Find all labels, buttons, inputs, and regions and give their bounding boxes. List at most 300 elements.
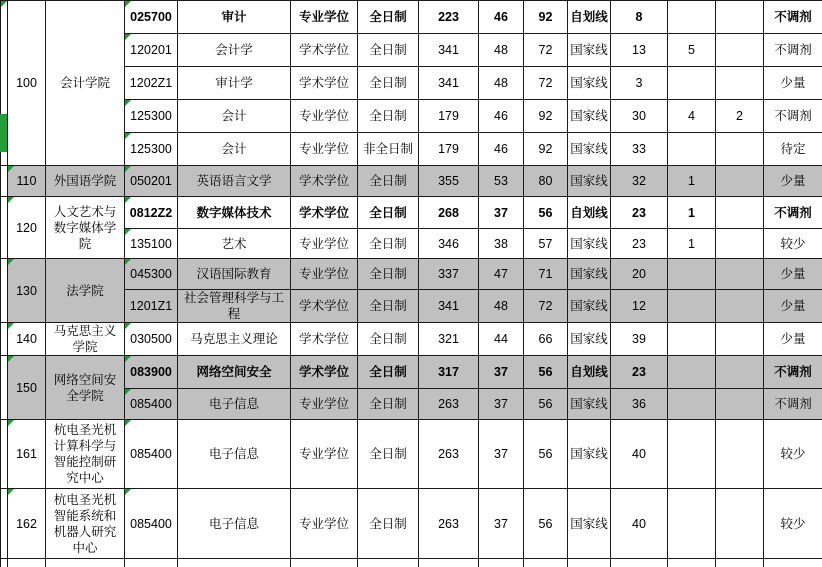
- row-gutter-cell[interactable]: [1, 259, 8, 323]
- cell-line-type-text: 自划线: [570, 206, 608, 220]
- cell-college-name[interactable]: [46, 259, 125, 323]
- cell-total-score-text: 346: [438, 237, 459, 251]
- cell-count-1-text: 13: [632, 43, 646, 57]
- row-gutter-cell[interactable]: [1, 356, 8, 420]
- cell-double-line[interactable]: [524, 34, 568, 67]
- cell-major-name-text: 马克思主义理论: [190, 332, 278, 346]
- cell-count-1[interactable]: [611, 290, 668, 323]
- cell-college-name[interactable]: [46, 166, 125, 197]
- corner-flag-icon: [125, 229, 131, 235]
- cell-adjust-status[interactable]: [764, 133, 822, 166]
- cell-study-mode[interactable]: [358, 166, 419, 197]
- cell-count-1[interactable]: [611, 259, 668, 290]
- cell-adjust-status[interactable]: [764, 420, 822, 489]
- cell-total-score[interactable]: [419, 229, 479, 259]
- cell-count-1[interactable]: [611, 420, 668, 489]
- cell-study-mode[interactable]: [358, 259, 419, 290]
- cell-study-mode-text: 全日制: [369, 109, 407, 123]
- cell-study-mode-text: 全日制: [369, 43, 407, 57]
- cell-line-type[interactable]: [568, 133, 611, 166]
- cell-count-1[interactable]: [611, 100, 668, 133]
- cell-count-3[interactable]: [716, 229, 764, 259]
- cell-line-type[interactable]: [568, 420, 611, 489]
- cell-count-2[interactable]: [668, 100, 716, 133]
- cell-count-3[interactable]: [716, 259, 764, 290]
- cell-college-name-text: 会计学院: [60, 76, 110, 90]
- table-row: [1, 1, 822, 34]
- cell-major-name-text: 汉语国际教育: [196, 267, 271, 281]
- cell-major-code[interactable]: [125, 356, 178, 389]
- cell-line-type[interactable]: [568, 166, 611, 197]
- corner-flag-icon: [125, 356, 131, 362]
- cell-count-1[interactable]: [611, 1, 668, 34]
- cell-count-2[interactable]: [668, 67, 716, 100]
- cell-double-line-text: 71: [539, 267, 553, 281]
- cell-line-type-text: 国家线: [570, 517, 608, 531]
- cell-count-3[interactable]: [716, 323, 764, 356]
- cell-major-code[interactable]: [125, 197, 178, 229]
- cell-double-line-text: 80: [539, 174, 553, 188]
- cell-study-mode[interactable]: [358, 100, 419, 133]
- cell-major-code-text: 030500: [130, 332, 172, 346]
- cell-major-code[interactable]: [125, 420, 178, 489]
- cell-major-name[interactable]: [178, 229, 291, 259]
- cell-count-3[interactable]: [716, 290, 764, 323]
- cell-count-3[interactable]: [716, 489, 764, 559]
- cell-count-2[interactable]: [668, 323, 716, 356]
- cell-count-2[interactable]: [668, 197, 716, 229]
- cell-major-code[interactable]: [125, 100, 178, 133]
- cell-study-mode[interactable]: [358, 1, 419, 34]
- cell-college-code[interactable]: [8, 197, 46, 259]
- cell-college-code-text: 161: [16, 447, 37, 461]
- cell-double-line[interactable]: [524, 133, 568, 166]
- cell-line-type[interactable]: [568, 229, 611, 259]
- cell-line-type[interactable]: [568, 323, 611, 356]
- cell-count-1-text: 36: [632, 397, 646, 411]
- cell-adjust-status[interactable]: [764, 197, 822, 229]
- cell-college-code[interactable]: [8, 166, 46, 197]
- cell-study-mode[interactable]: [358, 356, 419, 389]
- cell-major-code[interactable]: [125, 290, 178, 323]
- cell-total-score[interactable]: [419, 34, 479, 67]
- corner-flag-icon: [125, 166, 131, 172]
- cell-line-type[interactable]: [568, 197, 611, 229]
- cell-adjust-status[interactable]: [764, 34, 822, 67]
- cell-count-1[interactable]: [611, 389, 668, 420]
- cell-major-name[interactable]: [178, 290, 291, 323]
- cell-count-2-text: 1: [688, 174, 695, 188]
- cell-major-code[interactable]: [125, 67, 178, 100]
- cell-college-name[interactable]: [46, 1, 125, 166]
- cell-single-line[interactable]: [479, 133, 524, 166]
- cell-count-3[interactable]: [716, 356, 764, 389]
- cell-count-3[interactable]: [716, 197, 764, 229]
- cell-degree-type[interactable]: [291, 100, 358, 133]
- table-row: [1, 259, 822, 290]
- cell-line-type[interactable]: [568, 489, 611, 559]
- cell-count-1-text: 30: [632, 109, 646, 123]
- cell-count-2[interactable]: [668, 259, 716, 290]
- cell-count-2[interactable]: [668, 133, 716, 166]
- cell-major-code[interactable]: [125, 229, 178, 259]
- cell-count-2[interactable]: [668, 1, 716, 34]
- cell-count-1-text: 23: [632, 365, 646, 379]
- corner-flag-icon: [125, 389, 131, 395]
- row-gutter-cell[interactable]: [1, 420, 8, 489]
- cell-major-code[interactable]: [125, 323, 178, 356]
- cell-double-line[interactable]: [524, 229, 568, 259]
- cell-count-3[interactable]: [716, 1, 764, 34]
- cell-count-2[interactable]: [668, 389, 716, 420]
- cell-major-code[interactable]: [125, 489, 178, 559]
- cell-total-score[interactable]: [419, 133, 479, 166]
- cell-adjust-status-text: 少量: [780, 174, 805, 188]
- table-row: [1, 229, 822, 259]
- cell-double-line[interactable]: [524, 489, 568, 559]
- cell-study-mode[interactable]: [358, 229, 419, 259]
- cell-line-type[interactable]: [568, 389, 611, 420]
- cell-count-2[interactable]: [668, 420, 716, 489]
- cell-single-line-text: 46: [494, 109, 508, 123]
- cell-total-score[interactable]: [419, 290, 479, 323]
- cell-count-3[interactable]: [716, 166, 764, 197]
- cell-college-name-text: 杭电圣光机智能系统和机器人研究中心: [54, 493, 117, 555]
- cell-major-name-text: 电子信息: [209, 397, 259, 411]
- cell-major-code[interactable]: [125, 34, 178, 67]
- cell-study-mode-text: 全日制: [369, 174, 407, 188]
- cell-major-code-text: 1201Z1: [130, 299, 172, 313]
- cell-major-name[interactable]: [178, 133, 291, 166]
- corner-flag-icon: [125, 100, 131, 106]
- cell-count-1[interactable]: [611, 67, 668, 100]
- corner-flag-icon: [8, 166, 14, 172]
- cell-major-code-text: 125300: [130, 109, 172, 123]
- cell-count-3[interactable]: [716, 420, 764, 489]
- cell-adjust-status[interactable]: [764, 1, 822, 34]
- cell-single-line[interactable]: [479, 197, 524, 229]
- cell-study-mode-text: 全日制: [369, 517, 407, 531]
- cell-college-code-text: 120: [16, 221, 37, 235]
- cell-major-name-text: 会计: [221, 109, 246, 123]
- cell-single-line-text: 48: [494, 299, 508, 313]
- selection-bar: [0, 114, 7, 152]
- cell-single-line[interactable]: [479, 229, 524, 259]
- cell-study-mode[interactable]: [358, 290, 419, 323]
- cell-count-2[interactable]: [668, 356, 716, 389]
- cell-adjust-status[interactable]: [764, 166, 822, 197]
- cell-study-mode[interactable]: [358, 489, 419, 559]
- cell-study-mode[interactable]: [358, 133, 419, 166]
- cell-major-code[interactable]: [125, 1, 178, 34]
- cell-count-3[interactable]: [716, 389, 764, 420]
- cell-count-2-text: 4: [688, 109, 695, 123]
- table-row: [1, 100, 822, 133]
- cell-degree-type[interactable]: [291, 1, 358, 34]
- cell-study-mode[interactable]: [358, 197, 419, 229]
- cell-single-line-text: 48: [494, 76, 508, 90]
- cell-total-score[interactable]: [419, 166, 479, 197]
- cell-total-score[interactable]: [419, 67, 479, 100]
- cell-count-2[interactable]: [668, 166, 716, 197]
- cell-line-type[interactable]: [568, 290, 611, 323]
- cell-single-line-text: 38: [494, 237, 508, 251]
- cell-degree-type-text: 学术学位: [299, 76, 349, 90]
- cell-total-score[interactable]: [419, 420, 479, 489]
- cell-degree-type-text: 专业学位: [299, 237, 349, 251]
- cell-college-code[interactable]: [8, 1, 46, 166]
- cell-college-name-text: 马克思主义学院: [54, 324, 117, 354]
- cell-double-line[interactable]: [524, 1, 568, 34]
- cell-college-name[interactable]: [46, 356, 125, 420]
- cell-adjust-status[interactable]: [764, 323, 822, 356]
- corner-flag-icon: [125, 259, 131, 265]
- cell-major-code-text: 050201: [130, 174, 172, 188]
- row-gutter-cell[interactable]: [1, 323, 8, 356]
- cell-degree-type[interactable]: [291, 67, 358, 100]
- row-gutter-cell[interactable]: [1, 489, 8, 559]
- cell-degree-type[interactable]: [291, 166, 358, 197]
- cell-adjust-status[interactable]: [764, 389, 822, 420]
- cell-adjust-status[interactable]: [764, 489, 822, 559]
- cell-major-code[interactable]: [125, 166, 178, 197]
- cell-double-line[interactable]: [524, 100, 568, 133]
- cell-total-score[interactable]: [419, 259, 479, 290]
- cell-adjust-status[interactable]: [764, 100, 822, 133]
- cell-adjust-status-text: 少量: [780, 332, 805, 346]
- cell-double-line[interactable]: [524, 259, 568, 290]
- cell-major-code[interactable]: [125, 389, 178, 420]
- cell-adjust-status[interactable]: [764, 229, 822, 259]
- cell-degree-type-text: 专业学位: [299, 397, 349, 411]
- cell-single-line[interactable]: [479, 290, 524, 323]
- cell-major-name[interactable]: [178, 489, 291, 559]
- cell-degree-type-text: 学术学位: [299, 206, 349, 220]
- cell-line-type[interactable]: [568, 1, 611, 34]
- cell-study-mode[interactable]: [358, 323, 419, 356]
- cell-study-mode-text: 全日制: [369, 267, 407, 281]
- cell-major-code[interactable]: [125, 133, 178, 166]
- cell-double-line-text: 56: [539, 365, 553, 379]
- corner-flag-icon: [125, 489, 131, 495]
- cell-total-score[interactable]: [419, 100, 479, 133]
- cell-count-3[interactable]: [716, 67, 764, 100]
- cell-degree-type[interactable]: [291, 290, 358, 323]
- cell-line-type[interactable]: [568, 34, 611, 67]
- cell-double-line[interactable]: [524, 356, 568, 389]
- cell-double-line[interactable]: [524, 389, 568, 420]
- cell-total-score[interactable]: [419, 389, 479, 420]
- cell-line-type[interactable]: [568, 100, 611, 133]
- cell-degree-type[interactable]: [291, 133, 358, 166]
- cell-single-line-text: 48: [494, 43, 508, 57]
- cell-degree-type-text: 专业学位: [299, 10, 349, 24]
- cell-total-score[interactable]: [419, 489, 479, 559]
- table-row: [1, 420, 822, 489]
- cell-single-line[interactable]: [479, 420, 524, 489]
- cell-single-line[interactable]: [479, 389, 524, 420]
- cell-adjust-status[interactable]: [764, 290, 822, 323]
- cell-study-mode[interactable]: [358, 67, 419, 100]
- cell-count-2[interactable]: [668, 229, 716, 259]
- cell-total-score-text: 317: [438, 365, 459, 379]
- cell-double-line[interactable]: [524, 67, 568, 100]
- cell-major-name[interactable]: [178, 100, 291, 133]
- cell-college-code[interactable]: [8, 259, 46, 323]
- cell-line-type-text: 国家线: [570, 174, 608, 188]
- cell-count-1[interactable]: [611, 133, 668, 166]
- cell-major-name[interactable]: [178, 356, 291, 389]
- cell-total-score[interactable]: [419, 197, 479, 229]
- cell-study-mode[interactable]: [358, 389, 419, 420]
- cell-major-name[interactable]: [178, 323, 291, 356]
- cell-degree-type[interactable]: [291, 489, 358, 559]
- cell-count-1[interactable]: [611, 197, 668, 229]
- cell-count-2[interactable]: [668, 34, 716, 67]
- cell-college-code-text: 100: [16, 76, 37, 90]
- cell-degree-type[interactable]: [291, 34, 358, 67]
- cell-single-line-text: 37: [494, 517, 508, 531]
- cell-major-code[interactable]: [125, 259, 178, 290]
- cell-major-name-text: 审计: [221, 10, 246, 24]
- cell-single-line[interactable]: [479, 489, 524, 559]
- cell-degree-type-text: 学术学位: [299, 174, 349, 188]
- cell-college-code[interactable]: [8, 420, 46, 489]
- cell-adjust-status[interactable]: [764, 67, 822, 100]
- cell-degree-type[interactable]: [291, 229, 358, 259]
- cell-study-mode-text: 全日制: [369, 397, 407, 411]
- cell-adjust-status-text: 不调剂: [774, 206, 812, 220]
- cell-double-line[interactable]: [524, 290, 568, 323]
- cell-single-line[interactable]: [479, 67, 524, 100]
- cell-single-line[interactable]: [479, 100, 524, 133]
- cell-degree-type-text: 专业学位: [299, 267, 349, 281]
- cell-line-type-text: 国家线: [570, 397, 608, 411]
- table-row: [1, 323, 822, 356]
- cell-major-name[interactable]: [178, 389, 291, 420]
- cell-line-type-text: 国家线: [570, 142, 608, 156]
- cell-count-3[interactable]: [716, 34, 764, 67]
- cell-total-score[interactable]: [419, 356, 479, 389]
- cell-college-name[interactable]: [46, 420, 125, 489]
- cell-degree-type[interactable]: [291, 197, 358, 229]
- cell-total-score[interactable]: [419, 323, 479, 356]
- cell-double-line-text: 92: [539, 109, 553, 123]
- cell-double-line[interactable]: [524, 323, 568, 356]
- cell-major-name[interactable]: [178, 34, 291, 67]
- corner-flag-icon: [125, 133, 131, 139]
- cell-double-line[interactable]: [524, 166, 568, 197]
- cell-major-name[interactable]: [178, 166, 291, 197]
- corner-flag-icon: [8, 356, 14, 362]
- cell-double-line-text: 56: [539, 397, 553, 411]
- corner-flag-icon: [8, 323, 14, 329]
- cell-study-mode[interactable]: [358, 34, 419, 67]
- cell-degree-type-text: 专业学位: [299, 142, 349, 156]
- cell-count-1[interactable]: [611, 34, 668, 67]
- cell-adjust-status[interactable]: [764, 356, 822, 389]
- cell-degree-type[interactable]: [291, 356, 358, 389]
- cell-study-mode-text: 全日制: [369, 206, 407, 220]
- cell-line-type[interactable]: [568, 356, 611, 389]
- cell-count-1-text: 40: [632, 517, 646, 531]
- corner-flag-icon: [125, 34, 131, 40]
- cell-double-line-text: 56: [539, 206, 553, 220]
- cell-college-name[interactable]: [46, 489, 125, 559]
- cell-college-code[interactable]: [8, 489, 46, 559]
- cell-single-line[interactable]: [479, 1, 524, 34]
- cell-degree-type[interactable]: [291, 323, 358, 356]
- cell-college-name[interactable]: [46, 323, 125, 356]
- cell-study-mode-text: 全日制: [369, 299, 407, 313]
- cell-total-score[interactable]: [419, 1, 479, 34]
- cell-degree-type[interactable]: [291, 389, 358, 420]
- cell-degree-type[interactable]: [291, 420, 358, 489]
- cell-major-name[interactable]: [178, 67, 291, 100]
- cell-single-line[interactable]: [479, 34, 524, 67]
- cell-count-2[interactable]: [668, 290, 716, 323]
- cell-degree-type[interactable]: [291, 259, 358, 290]
- cell-double-line-text: 72: [539, 299, 553, 313]
- cell-count-1[interactable]: [611, 356, 668, 389]
- cell-adjust-status-text: 较少: [780, 237, 805, 251]
- cell-count-1[interactable]: [611, 229, 668, 259]
- cell-count-2[interactable]: [668, 489, 716, 559]
- cell-major-name-text: 会计学: [215, 43, 253, 57]
- cell-major-name[interactable]: [178, 197, 291, 229]
- cell-study-mode-text: 全日制: [369, 10, 407, 24]
- cell-major-name-text: 审计学: [215, 76, 253, 90]
- row-gutter-cell[interactable]: [1, 197, 8, 259]
- cell-line-type[interactable]: [568, 259, 611, 290]
- cell-double-line[interactable]: [524, 420, 568, 489]
- cell-single-line-text: 37: [494, 397, 508, 411]
- cell-count-1[interactable]: [611, 489, 668, 559]
- cell-count-1[interactable]: [611, 166, 668, 197]
- cell-major-code-text: 120201: [130, 43, 172, 57]
- cell-college-code[interactable]: [8, 356, 46, 420]
- cell-major-name[interactable]: [178, 259, 291, 290]
- cell-adjust-status-text: 不调剂: [774, 397, 812, 411]
- corner-flag-icon: [125, 1, 131, 7]
- table-row: [1, 133, 822, 166]
- cell-total-score-text: 179: [438, 142, 459, 156]
- corner-flag-icon: [8, 420, 14, 426]
- cell-study-mode[interactable]: [358, 420, 419, 489]
- cell-college-name[interactable]: [46, 197, 125, 259]
- cell-single-line-text: 44: [494, 332, 508, 346]
- cell-count-3[interactable]: [716, 100, 764, 133]
- cell-single-line[interactable]: [479, 356, 524, 389]
- cell-college-code[interactable]: [8, 323, 46, 356]
- cell-adjust-status[interactable]: [764, 259, 822, 290]
- cell-major-name[interactable]: [178, 420, 291, 489]
- cell-study-mode-text: 全日制: [369, 447, 407, 461]
- cell-major-name[interactable]: [178, 1, 291, 34]
- cell-count-1[interactable]: [611, 323, 668, 356]
- cell-line-type-text: 国家线: [570, 109, 608, 123]
- cell-count-3[interactable]: [716, 133, 764, 166]
- cell-single-line[interactable]: [479, 323, 524, 356]
- cell-line-type[interactable]: [568, 67, 611, 100]
- cell-double-line[interactable]: [524, 197, 568, 229]
- cell-line-type-text: 国家线: [570, 299, 608, 313]
- cell-single-line[interactable]: [479, 166, 524, 197]
- cell-adjust-status-text: 不调剂: [774, 10, 812, 24]
- cell-single-line-text: 47: [494, 267, 508, 281]
- cell-single-line[interactable]: [479, 259, 524, 290]
- row-gutter-cell[interactable]: [1, 166, 8, 197]
